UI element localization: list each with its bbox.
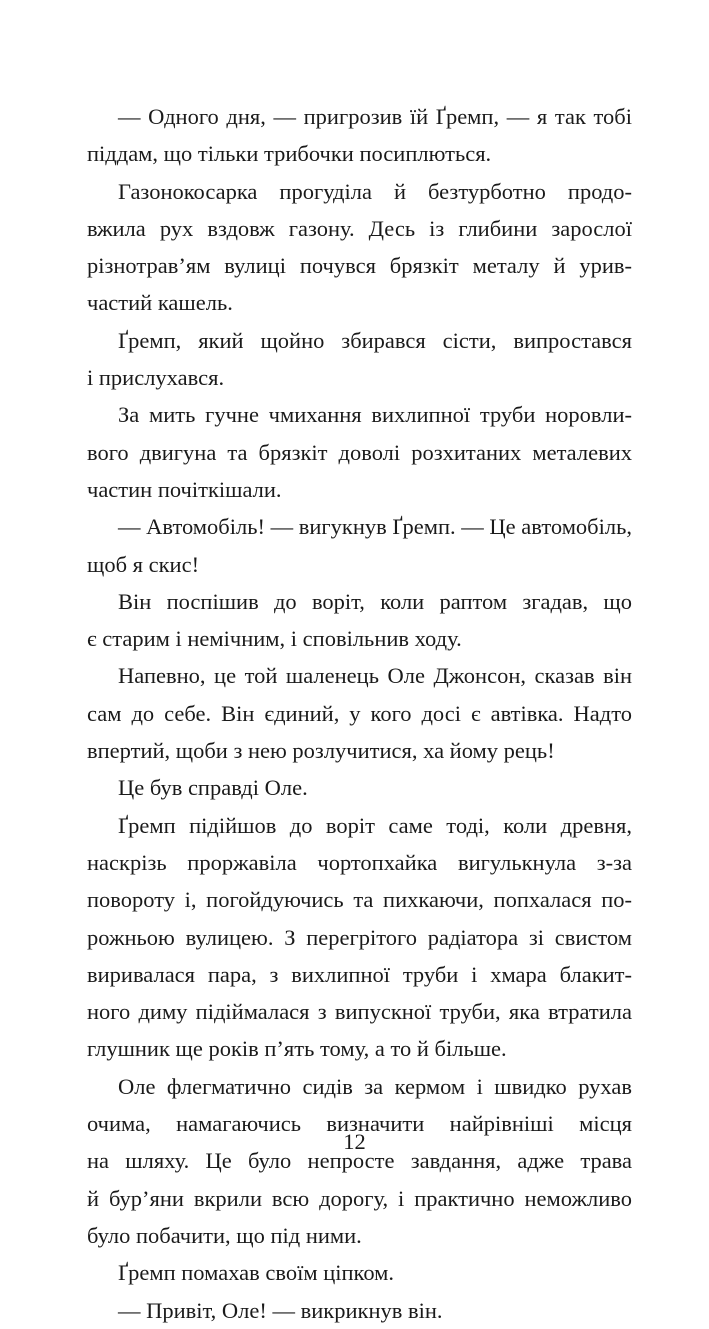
text-line: — Одного дня, — пригрозив їй Ґремп, — я так тобі: [118, 104, 632, 129]
text-line: і прислухався.: [87, 365, 225, 391]
text-line: — Автомобіль! — вигукнув Ґремп. — Це автомобіль,: [118, 514, 632, 540]
text-line: глушник ще років п’ять тому, а то й більше.: [87, 1036, 507, 1062]
paragraph: [87, 1254, 632, 1291]
text-line: вого двигуна та брязкіт доволі розхитаних металевих: [87, 439, 632, 465]
text-line: на шляху. Це було непросте завдання, адже трава: [87, 1148, 632, 1174]
text-line: очима, намагаючись визначити найрівніші місця: [87, 1111, 632, 1137]
text-line: повороту і, погойдуючись та пихкаючи, попхалася по-: [87, 887, 632, 913]
text-line: — Привіт, Оле! — викрикнув він.: [118, 1297, 443, 1323]
text-line: ного диму підіймалася з випускної труби, яка втратила: [87, 999, 632, 1025]
text-line: вжила рух вздовж газону. Десь із глибини зарослої: [87, 215, 632, 241]
text-line: впертий, щоби з нею розлучитися, ха йому рець!: [87, 738, 555, 764]
paragraph: [87, 657, 632, 769]
text-line: частий кашель.: [87, 290, 233, 316]
text-line: виривалася пара, з вихлипної труби і хмара блакит-: [87, 961, 632, 987]
text-line: є старим і немічним, і сповільнив ходу.: [87, 626, 462, 652]
text-line: Газонокосарка прогуділа й безтурботно продо-: [118, 178, 632, 204]
text-line: Він поспішив до воріт, коли раптом згадав, що: [118, 588, 632, 614]
text-line: Оле флегматично сидів за кермом і швидко рухав: [118, 1073, 632, 1099]
paragraph: [87, 508, 632, 583]
page-number: 12: [343, 1129, 366, 1154]
paragraph: [87, 1292, 632, 1329]
text-line: різнотрав’ям вулиці почувся брязкіт металу й урив-: [87, 253, 632, 279]
paragraph: [87, 396, 632, 508]
text-line: наскрізь проржавіла чортопхайка вигулькнула з-за: [87, 849, 632, 875]
paragraph: [87, 322, 632, 397]
text-line: За мить гучне чмихання вихлипної труби норовли-: [118, 402, 632, 428]
text-line: частин почіткішали.: [87, 476, 282, 502]
paragraph: [87, 98, 632, 173]
text-line: рожньою вулицею. З перегрітого радіатора зі свистом: [87, 924, 632, 950]
text-line: Це був справді Оле.: [118, 775, 308, 801]
text-line: й бур’яни вкрили всю дорогу, і практично неможливо: [87, 1185, 632, 1211]
paragraph: [87, 807, 632, 1068]
text-line: піддам, що тільки трибочки посиплються.: [87, 141, 492, 167]
text-line: Ґремп, який щойно збирався сісти, випростався: [118, 327, 632, 353]
paragraph: [87, 173, 632, 322]
text-line: Напевно, це той шаленець Оле Джонсон, сказав він: [118, 663, 632, 689]
text-line: Ґремп помахав своїм ціпком.: [118, 1260, 395, 1286]
paragraph: [87, 769, 632, 806]
text-line: сам до себе. Він єдиний, у кого досі є автівка. Надто: [87, 700, 632, 726]
paragraph: [87, 583, 632, 658]
text-line: щоб я скис!: [87, 551, 200, 577]
text-line: було побачити, що під ними.: [87, 1222, 362, 1248]
paragraph: [87, 1068, 632, 1254]
text-line: Ґремп підійшов до воріт саме тоді, коли древня,: [118, 812, 632, 838]
